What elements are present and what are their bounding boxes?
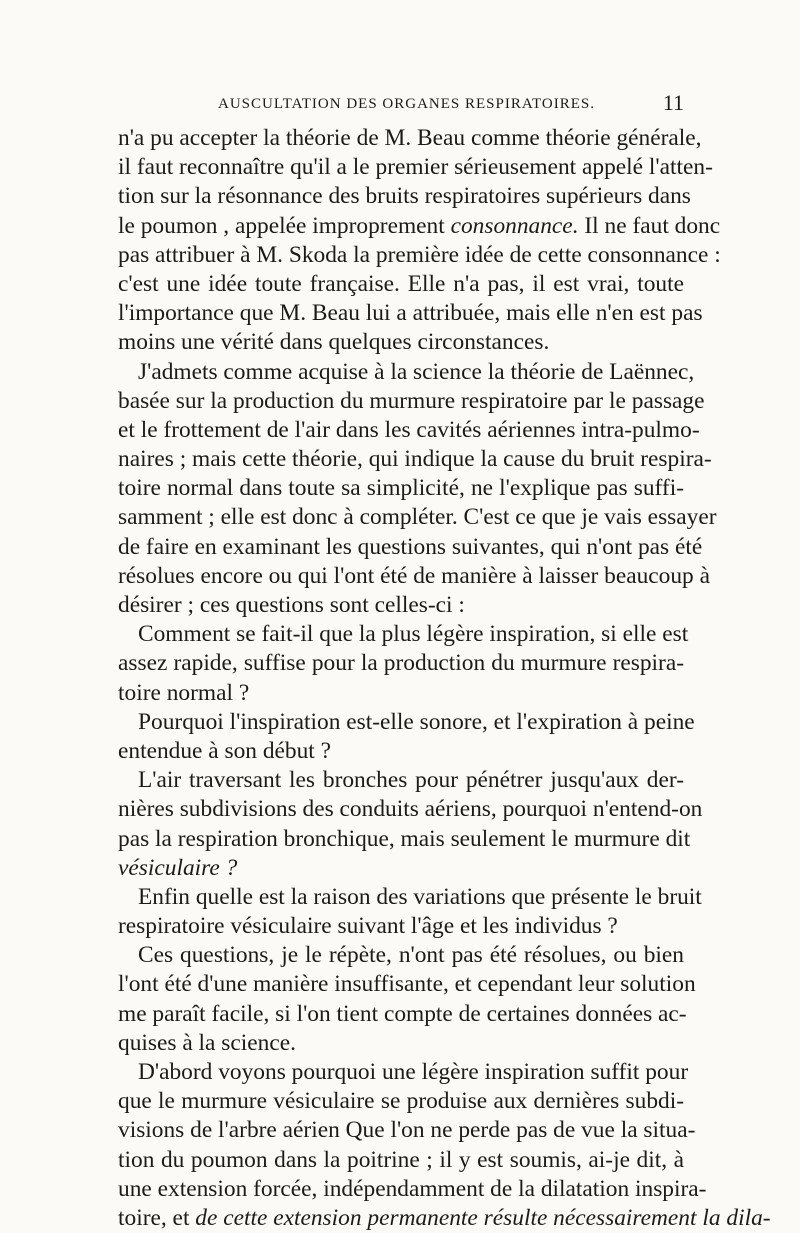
text-line: et le frottement de l'air dans les cavités aériennes intra-pulmo-: [118, 416, 700, 443]
text-line: naires ; mais cette théorie, qui indique la cause du bruit respira-: [118, 446, 712, 473]
italic-term: vésiculaire ?: [118, 854, 238, 881]
text-line: tion sur la résonnance des bruits respiratoires supérieurs dans: [118, 183, 691, 210]
running-title: AUSCULTATION DES ORGANES RESPIRATOIRES.: [218, 96, 596, 112]
text-line: l'importance que M. Beau lui a attribuée, mais elle n'en est pas: [118, 300, 703, 327]
text-run: toire, et: [118, 1204, 196, 1231]
text-line: résolues encore ou qui l'ont été de manière à laisser beaucoup à: [118, 562, 710, 589]
text-line: désirer ; ces questions sont celles-ci :: [118, 592, 465, 618]
text-line: basée sur la production du murmure respiratoire par le passage: [118, 387, 705, 414]
page-header: [118, 90, 684, 120]
text-line: Pourquoi l'inspiration est-elle sonore, et l'expiration à peine: [138, 708, 695, 735]
page-number: 11: [662, 90, 684, 115]
text-line: respiratoire vésiculaire suivant l'âge et les individus ?: [118, 913, 618, 940]
text-run: le poumon , appelée improprement: [118, 212, 451, 239]
text-run: Il ne faut donc: [578, 212, 721, 239]
text-line: nières subdivisions des conduits aériens, pourquoi n'entend-on: [118, 796, 703, 823]
text-line: il faut reconnaître qu'il a le premier sérieusement appelé l'atten-: [118, 154, 713, 181]
text-line: l'ont été d'une manière insuffisante, et cependant leur solution: [118, 971, 696, 998]
text-line: Ces questions, je le répète, n'ont pas été résolues, ou bien: [138, 942, 684, 969]
text-line: [118, 1204, 771, 1233]
text-line: c'est une idée toute française. Elle n'a pas, il est vrai, toute: [118, 270, 684, 297]
text-line: Enfin quelle est la raison des variations que présente le bruit: [138, 883, 702, 910]
text-line: que le murmure vésiculaire se produise aux dernières subdi-: [118, 1088, 684, 1115]
text-line: J'admets comme acquise à la science la théorie de Laënnec,: [138, 358, 695, 385]
text-line: une extension forcée, indépendamment de la dilatation inspira-: [118, 1175, 707, 1202]
text-line: assez rapide, suffise pour la production du murmure respira-: [118, 650, 684, 677]
text-line: tion du poumon dans la poitrine ; il y est soumis, ai-je dit, à: [118, 1146, 684, 1173]
text-line: visions de l'arbre aérien Que l'on ne perde pas de vue la situa-: [118, 1117, 696, 1144]
text-line: L'air traversant les bronches pour pénétrer jusqu'aux der-: [138, 767, 684, 794]
text-line: me paraît facile, si l'on tient compte de certaines données ac-: [118, 1000, 687, 1027]
text-line: de faire en examinant les questions suivantes, qui n'ont pas été: [118, 533, 703, 560]
body-text: [118, 124, 771, 1233]
text-line: entendue à son début ?: [118, 737, 332, 764]
text-line: [118, 854, 684, 883]
text-line: pas la respiration bronchique, mais seulement le murmure dit: [118, 825, 691, 852]
text-line: toire normal ?: [118, 679, 250, 706]
text-line: samment ; elle est donc à compléter. C'est ce que je vais essayer: [118, 504, 717, 531]
text-line: D'abord voyons pourquoi une légère inspiration suffit pour: [138, 1059, 689, 1085]
text-line: toire normal dans toute sa simplicité, ne l'explique pas suffi-: [118, 475, 684, 502]
text-line: pas attribuer à M. Skoda la première idée de cette consonnance :: [118, 241, 721, 268]
italic-term: de cette extension permanente résulte nécessairement la dila-: [195, 1204, 771, 1231]
text-line: quises à la science.: [118, 1029, 296, 1056]
text-line: n'a pu accepter la théorie de M. Beau comme théorie générale,: [118, 125, 702, 151]
text-line: Comment se fait-il que la plus légère inspiration, si elle est: [138, 621, 689, 648]
text-line: [118, 212, 721, 241]
text-line: moins une vérité dans quelques circonstances.: [118, 329, 550, 356]
italic-term: consonnance.: [450, 212, 579, 239]
